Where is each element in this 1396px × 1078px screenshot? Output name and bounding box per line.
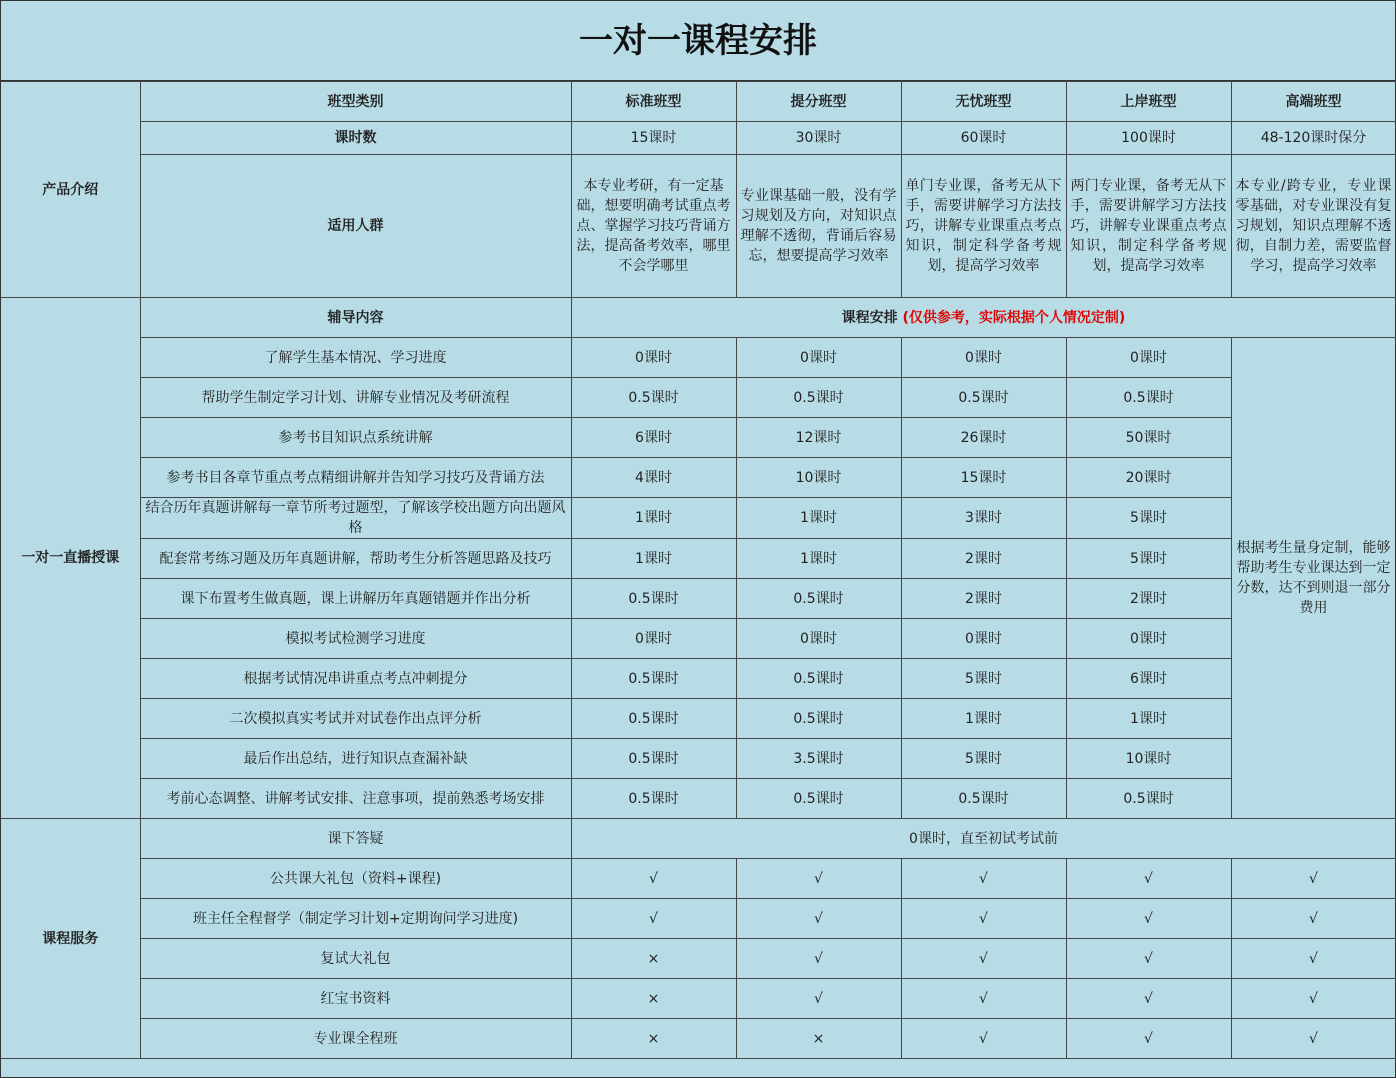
service-mark: √ — [1231, 899, 1396, 939]
hours-cell: 0课时 — [571, 338, 736, 378]
audience-text: 专业课基础一般，没有学习规划及方向，对知识点理解不透彻，背诵后容易忘，想要提高学习效率 — [736, 155, 901, 298]
service-mark: √ — [1066, 979, 1231, 1019]
tutoring-row — [1, 458, 1396, 498]
service-mark: √ — [901, 859, 1066, 899]
service-item: 专业课全程班 — [140, 1019, 571, 1059]
hours-cell: 0课时 — [736, 619, 901, 659]
tutoring-row — [1, 619, 1396, 659]
hours-cell: 0.5课时 — [571, 779, 736, 819]
service-row — [1, 939, 1396, 979]
hours-value: 48-120课时保分 — [1231, 122, 1396, 155]
hours-cell: 26课时 — [901, 418, 1066, 458]
service-mark: √ — [736, 979, 901, 1019]
hours-cell: 5课时 — [901, 739, 1066, 779]
service-mark: √ — [1066, 1019, 1231, 1059]
service-mark: × — [736, 1019, 901, 1059]
hours-cell: 6课时 — [1066, 659, 1231, 699]
tutoring-item: 根据考试情况串讲重点考点冲刺提分 — [140, 659, 571, 699]
audience-text: 两门专业课，备考无从下手，需要讲解学习方法技巧，讲解专业课重点考点知识，制定科学备考规划，提高学习效率 — [1066, 155, 1231, 298]
service-item: 班主任全程督学（制定学习计划+定期询问学习进度) — [140, 899, 571, 939]
service-mark: √ — [1231, 939, 1396, 979]
service-mark: √ — [1066, 859, 1231, 899]
hours-cell: 2课时 — [1066, 579, 1231, 619]
hours-cell: 1课时 — [736, 498, 901, 539]
section-service: 课程服务 — [1, 819, 140, 1059]
hours-cell: 0.5课时 — [736, 378, 901, 418]
hours-cell: 6课时 — [571, 418, 736, 458]
hours-cell: 12课时 — [736, 418, 901, 458]
hours-cell: 1课时 — [901, 699, 1066, 739]
hours-cell: 5课时 — [1066, 539, 1231, 579]
hours-cell: 5课时 — [1066, 498, 1231, 539]
schedule-label-cell — [571, 298, 1396, 338]
class-name: 提分班型 — [736, 82, 901, 122]
hours-cell: 0.5课时 — [571, 659, 736, 699]
service-mark: × — [571, 1019, 736, 1059]
hours-cell: 0课时 — [901, 619, 1066, 659]
tutoring-item: 了解学生基本情况、学习进度 — [140, 338, 571, 378]
premium-note: 根据考生量身定制，能够帮助考生专业课达到一定分数，达不到则退一部分费用 — [1231, 338, 1396, 819]
tutoring-item: 模拟考试检测学习进度 — [140, 619, 571, 659]
tutoring-item: 课下布置考生做真题，课上讲解历年真题错题并作出分析 — [140, 579, 571, 619]
tutoring-item: 参考书目知识点系统讲解 — [140, 418, 571, 458]
hours-label: 课时数 — [140, 122, 571, 155]
schedule-table — [1, 81, 1396, 1059]
service-mark: √ — [1066, 899, 1231, 939]
qa-row — [1, 819, 1396, 859]
hours-cell: 50课时 — [1066, 418, 1231, 458]
audience-text: 本专业考研，有一定基础，想要明确考试重点考点、掌握学习技巧背诵方法，提高备考效率，哪里不会学哪里 — [571, 155, 736, 298]
hours-cell: 0.5课时 — [571, 699, 736, 739]
class-type-label: 班型类别 — [140, 82, 571, 122]
service-row — [1, 859, 1396, 899]
hours-cell: 0.5课时 — [736, 579, 901, 619]
schedule-label: 课程安排 — [841, 309, 898, 326]
tutoring-header-row — [1, 298, 1396, 338]
audience-text: 单门专业课，备考无从下手，需要讲解学习方法技巧，讲解专业课重点考点知识，制定科学备考规划，提高学习效率 — [901, 155, 1066, 298]
hours-cell: 0课时 — [736, 338, 901, 378]
hours-cell: 5课时 — [901, 659, 1066, 699]
hours-cell: 0课时 — [1066, 619, 1231, 659]
tutoring-row — [1, 659, 1396, 699]
tutoring-row — [1, 418, 1396, 458]
hours-cell: 15课时 — [901, 458, 1066, 498]
class-type-row — [1, 82, 1396, 122]
hours-cell: 2课时 — [901, 539, 1066, 579]
hours-cell: 3.5课时 — [736, 739, 901, 779]
service-mark: √ — [571, 899, 736, 939]
service-mark: × — [571, 939, 736, 979]
service-item: 红宝书资料 — [140, 979, 571, 1019]
schedule-table-body — [1, 82, 1396, 1059]
service-mark: √ — [1231, 1019, 1396, 1059]
hours-cell: 1课时 — [571, 498, 736, 539]
page-title: 一对一课程安排 — [1, 1, 1395, 81]
audience-label: 适用人群 — [140, 155, 571, 298]
tutoring-row — [1, 498, 1396, 539]
hours-cell: 0.5课时 — [736, 779, 901, 819]
hours-cell: 4课时 — [571, 458, 736, 498]
service-mark: √ — [1231, 859, 1396, 899]
service-mark: √ — [736, 939, 901, 979]
service-mark: √ — [571, 859, 736, 899]
service-mark: √ — [901, 939, 1066, 979]
hours-cell: 0.5课时 — [1066, 779, 1231, 819]
class-name: 高端班型 — [1231, 82, 1396, 122]
hours-row — [1, 122, 1396, 155]
service-mark: √ — [736, 859, 901, 899]
tutoring-content-label: 辅导内容 — [140, 298, 571, 338]
hours-cell: 0.5课时 — [901, 779, 1066, 819]
hours-cell: 0课时 — [1066, 338, 1231, 378]
qa-value: 0课时，直至初试考试前 — [571, 819, 1396, 859]
hours-cell: 1课时 — [571, 539, 736, 579]
service-row — [1, 1019, 1396, 1059]
service-mark: √ — [901, 899, 1066, 939]
tutoring-row — [1, 779, 1396, 819]
service-mark: √ — [901, 979, 1066, 1019]
tutoring-item: 配套常考练习题及历年真题讲解，帮助考生分析答题思路及技巧 — [140, 539, 571, 579]
service-row — [1, 979, 1396, 1019]
class-name: 无忧班型 — [901, 82, 1066, 122]
hours-cell: 0.5课时 — [736, 699, 901, 739]
tutoring-item: 参考书目各章节重点考点精细讲解并告知学习技巧及背诵方法 — [140, 458, 571, 498]
hours-value: 15课时 — [571, 122, 736, 155]
service-mark: √ — [901, 1019, 1066, 1059]
hours-cell: 10课时 — [736, 458, 901, 498]
service-row — [1, 899, 1396, 939]
hours-cell: 0.5课时 — [901, 378, 1066, 418]
service-mark: √ — [1231, 979, 1396, 1019]
hours-cell: 0.5课时 — [1066, 378, 1231, 418]
hours-value: 60课时 — [901, 122, 1066, 155]
hours-cell: 0.5课时 — [571, 378, 736, 418]
hours-cell: 20课时 — [1066, 458, 1231, 498]
tutoring-row — [1, 539, 1396, 579]
qa-label: 课下答疑 — [140, 819, 571, 859]
tutoring-row — [1, 579, 1396, 619]
hours-cell: 0课时 — [571, 619, 736, 659]
section-product: 产品介绍 — [1, 82, 140, 298]
tutoring-row — [1, 378, 1396, 418]
service-mark: × — [571, 979, 736, 1019]
audience-text: 本专业/跨专业，专业课零基础，对专业课没有复习规划，知识点理解不透彻，自制力差，需要监督学习，提高学习效率 — [1231, 155, 1396, 298]
tutoring-item: 结合历年真题讲解每一章节所考过题型，了解该学校出题方向出题风格 — [140, 498, 571, 539]
service-item: 公共课大礼包（资料+课程) — [140, 859, 571, 899]
hours-cell: 1课时 — [1066, 699, 1231, 739]
service-item: 复试大礼包 — [140, 939, 571, 979]
audience-row — [1, 155, 1396, 298]
service-mark: √ — [736, 899, 901, 939]
hours-cell: 2课时 — [901, 579, 1066, 619]
hours-cell: 0.5课时 — [736, 659, 901, 699]
tutoring-row — [1, 739, 1396, 779]
hours-cell: 1课时 — [736, 539, 901, 579]
tutoring-item: 最后作出总结，进行知识点查漏补缺 — [140, 739, 571, 779]
tutoring-item: 帮助学生制定学习计划、讲解专业情况及考研流程 — [140, 378, 571, 418]
class-name: 标准班型 — [571, 82, 736, 122]
schedule-note: (仅供参考，实际根据个人情况定制) — [902, 309, 1126, 326]
tutoring-row — [1, 699, 1396, 739]
service-mark: √ — [1066, 939, 1231, 979]
hours-cell: 0课时 — [901, 338, 1066, 378]
hours-value: 30课时 — [736, 122, 901, 155]
hours-cell: 10课时 — [1066, 739, 1231, 779]
hours-cell: 0.5课时 — [571, 579, 736, 619]
tutoring-row — [1, 338, 1396, 378]
class-name: 上岸班型 — [1066, 82, 1231, 122]
tutoring-item: 考前心态调整、讲解考试安排、注意事项，提前熟悉考场安排 — [140, 779, 571, 819]
hours-cell: 0.5课时 — [571, 739, 736, 779]
hours-value: 100课时 — [1066, 122, 1231, 155]
section-live: 一对一直播授课 — [1, 298, 140, 819]
tutoring-item: 二次模拟真实考试并对试卷作出点评分析 — [140, 699, 571, 739]
hours-cell: 3课时 — [901, 498, 1066, 539]
